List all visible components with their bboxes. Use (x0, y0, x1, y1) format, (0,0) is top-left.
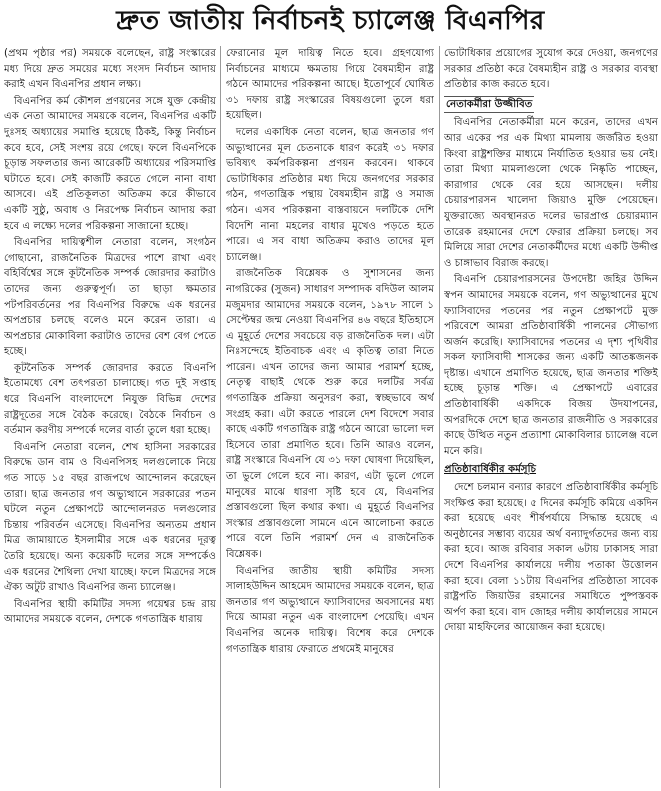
article-paragraph: বিএনপির স্থায়ী কমিটির সদস্য গয়েশ্বর চন্দ্র রায় আমাদের সময়কে বলেন, দেশকে গণতান্ত্রিক ধারায় (4, 598, 216, 626)
article-column-2 (226, 46, 434, 788)
article-paragraph: দলের একাধিক নেতা বলেন, ছাত্র জনতার গণ অভ্যুত্থানের মূল চেতনাকে ধারণ করেই ৩১ দফার ভবিষ্যৎ কর্মপরিকল্পনা প্রণয়ন করবেন। থাকবে ভোটাধিকার প্রতিষ্ঠার মধ্য দিয়ে জনগণের সরকার গঠন, গণতান্ত্রিক পন্থায় বৈষম্যহীন রাষ্ট্র ও সমাজ গঠন। এসব পরিকল্পনা বাস্তবায়নে দলটিকে দেশি বিদেশি নানা মহলের বাধার মুখেও পড়তে হতে পারে। এ সব বাধা অতিক্রম করাও তাদের মূল চ্যালেঞ্জ। (226, 126, 434, 263)
article-paragraph: বিএনপির জাতীয় স্থায়ী কমিটির সদস্য সালাহউদ্দিন আহমেদ আমাদের সময়কে বলেন, ছাত্র জনতার গণ অভ্যুত্থানে ফ্যাসিবাদের অবসানের মধ্য দিয়ে আমরা নতুন এক বাংলাদেশ পেয়েছি। এখন বিএনপির অনেক দায়িত্ব। বিশেষ করে দেশকে গণতান্ত্রিক ধারায় ফেরাতে প্রথমেই মানুষের (226, 565, 434, 655)
article-column-3 (444, 46, 658, 788)
article-column-1 (4, 46, 216, 788)
subheading: নেতাকর্মীরা উজ্জীবিত (444, 96, 534, 114)
article-paragraph (4, 46, 216, 93)
article-paragraph: ফেরানোর মূল দায়িত্ব নিতে হবে। গ্রহণযোগ্য নির্বাচনের মাধ্যমে ক্ষমতায় গিয়ে বৈষম্যহীন রাষ্ট্র গঠনে আমাদের পরিকল্পনা আছে। ইতোপূর্বে ঘোষিত ৩১ দফায় রাষ্ট্র সংস্কারের বিষয়গুলো তুলে ধরা হয়েছিল। (226, 48, 434, 122)
article-paragraph: রাজনৈতিক বিশ্লেষক ও সুশাসনের জন্য নাগরিকের (সুজন) সাধারণ সম্পাদক বদিউল আলম মজুমদার আমাদের সময়কে বলেন, ১৯৭৮ সালে ১ সেপ্টেম্বর জন্ম নেওয়া বিএনপির ৪৬ বছরে ইতিহাসে এ মুহূর্তে দেশের সবচেয়ে বড় রাজনৈতিক দল। এটা নিঃসন্দেহে ইতিবাচক এবং এ কৃতিত্ব তারা নিতে পারেন। এখন তাদের জন্য আমার পরামর্শ হচ্ছে, নেতৃত্ব বাছাই থেকে শুরু করে দলটির সর্বত্র গণতান্ত্রিক প্রক্রিয়া অনুসরণ করা, স্বচ্ছভাবে অর্থ সংগ্রহ করা। এটা করতে পারলে দেশ বিদেশে সবার কাছে একটি গণতান্ত্রিক রাষ্ট্র গঠনে আরো ভালো দল হিসেবে তারা প্রমাণিত হবে। তিনি আরও বলেন, রাষ্ট্র সংস্কারে বিএনপি যে ৩১ দফা ঘোষণা দিয়েছিল, তা ভুলে গেলে হবে না। কারণ, এটা ভুলে গেলে মানুষের মাঝে ধারণা সৃষ্টি হবে যে, বিএনপির প্রস্তাবগুলো ছিল কথার কথা। এ মুহূর্তে বিএনপির সংস্কার প্রস্তাবগুলো সামনে এনে আলোচনা করতে পারে বলে তিনি পরামর্শ দেন এ রাজনৈতিক বিশ্লেষক। (226, 268, 434, 560)
article-paragraph: দেশে চলমান বন্যার কারণে প্রতিষ্ঠাবার্ষিকীর কর্মসূচি সংক্ষিপ্ত করা হয়েছে। ৫ দিনের কর্মসূচি কমিয়ে একদিন করা হয়েছে এবং শীর্ষপর্যায়ে সিদ্ধান্ত হয়েছে এ অনুষ্ঠানের সম্ভাব্য ব্যয়ের অর্থ বন্যাদুর্গতদের জন্য ব্যয় করা হবে। আজ রবিবার সকাল ৬টায় ঢাকাসহ সারা দেশে বিএনপির কার্যালয়ে দলীয় পতাকা উত্তোলন করা হবে। বেলা ১১টায় বিএনপির প্রতিষ্ঠাতা সাবেক রাষ্ট্রপতি জিয়াউর রহমানের সমাধিতে পুষ্পস্তবক অর্পণ করা হবে। বাদ জোহর দলীয় কার্যালয়ের সামনে দোয়া মাহফিলের আয়োজন করা হয়েছে। (444, 482, 658, 634)
subheading: প্রতিষ্ঠাবার্ষিকীর কর্মসূচি (444, 464, 537, 476)
column-divider (220, 46, 221, 788)
paragraph-text: সময়কে বলেছেন, রাষ্ট্র সংস্কারের মধ্য দিয়ে দ্রুত সময়ের মধ্যে সংসদ নির্বাচন আদায় করাই এখন বিএনপির প্রধান লক্ষ্য। (4, 48, 216, 91)
article-paragraph: ভোটাধিকার প্রয়োগের সুযোগ করে দেওয়া, জনগণের সরকার প্রতিষ্ঠা করে বৈষম্যহীন রাষ্ট্র ও সরকার ব্যবস্থা প্রতিষ্ঠার কাজ করতে হবে। (444, 48, 658, 91)
continuation-marker: (প্রথম পৃষ্ঠার পর) (4, 48, 77, 59)
headline: দ্রুত জাতীয় নির্বাচনই চ্যালেঞ্জ বিএনপির (116, 6, 545, 36)
article-paragraph: বিএনপি নেতারা বলেন, শেখ হাসিনা সরকারের বিরুদ্ধে ডান বাম ও বিএনপিসহ দলগুলোকে নিয়ে গত সাড়ে ১৫ বছর রাজপথে আন্দোলন করেছেন তারা। ছাত্র জনতার গণ অভ্যুত্থানে সরকারের পতন ঘটলে নতুন প্রেক্ষাপটে আন্দোলনরত দলগুলোর চিন্তায় পরিবর্তন এসেছে। বিএনপির অন্যতম প্রধান মিত্র জামায়াতে ইসলামীর সঙ্গে এক ধরনের দূরত্ব তৈরি হয়েছে। অন্য কয়েকটি দলের সঙ্গে সম্পর্কেও এক ধরনের শৈথিল্য দেখা যাচ্ছে। ফলে মিত্রদের সঙ্গে ঐক্য অটুট রাখাও বিএনপির জন্য চ্যালেঞ্জ। (4, 441, 216, 594)
article-paragraph: কূটনৈতিক সম্পর্ক জোরদার করতে বিএনপি ইতোমধ্যে বেশ তৎপরতা চালাচ্ছে। গত দুই সপ্তাহ ধরে বিএনপি বাংলাদেশে নিযুক্ত বিভিন্ন দেশের রাষ্ট্রদূতের সঙ্গে বৈঠক করেছে। বৈঠকে নির্বাচন ও বর্তমান করণীয় সম্পর্কে দলের বার্তা তুলে ধরা হচ্ছে। (4, 362, 216, 437)
article-paragraph: বিএনপির নেতাকর্মীরা মনে করেন, তাদের এখন আর একের পর এক মিথ্যা মামলায় জর্জরিত হওয়া কিংবা রাষ্ট্রশক্তির মাধ্যমে নির্যাতিত হওয়ার ভয় নেই। তারা মিথ্যা মামলাগুলো থেকে নিষ্কৃতি পাচ্ছেন, কারাগার থেকে বের হয়ে আসছেন। দলীয় চেয়ারপারসন খালেদা জিয়াও মুক্তি পেয়েছেন। যুক্তরাজ্যে অবস্থানরত দলের ভারপ্রাপ্ত চেয়ারম্যান তারেক রহমানের দেশে ফেরার প্রক্রিয়া চলছে। সব মিলিয়ে সারা দেশের নেতাকর্মীদের মধ্যে একটি উদ্দীপ্ত ও চাঙ্গাভাব বিরাজ করছে। (444, 117, 658, 269)
column-divider (439, 46, 440, 788)
article-paragraph: বিএনপি চেয়ারপারসনের উপদেষ্টা জহির উদ্দিন স্বপন আমাদের সময়কে বলেন, গণ অভ্যুত্থানের মুখে ফ্যাসিবাদের পতনের পর নতুন প্রেক্ষাপটে মুক্ত পরিবেশে আমরা প্রতিষ্ঠাবার্ষিকী পালনের সৌভাগ্য অর্জন করেছি। ফ্যাসিবাদের পতনের এ দৃশ্য পৃথিবীর সকল ফ্যাসিবাদী শাসকের জন্য একটি আতঙ্কজনক দৃষ্টান্ত। এখানে প্রমাণিত হয়েছে, ছাত্র জনতার শক্তিই হচ্ছে চূড়ান্ত শক্তি। এ প্রেক্ষাপটে এবারের প্রতিষ্ঠাবার্ষিকী একদিকে বিজয় উদযাপনের, অপরদিকে দেশে ছাত্র জনতার রাজনীতি ও সরকারের কাছে উত্থিত নতুন প্রত্যাশা মোকাবিলার চ্যালেঞ্জ বলে মনে করি। (444, 274, 658, 457)
article-paragraph: বিএনপির কর্ম কৌশল প্রণয়নের সঙ্গে যুক্ত কেন্দ্রীয় এক নেতা আমাদের সময়কে বলেন, বিএনপির একটি দুঃসহ অধ্যায়ের সমাপ্তি হয়েছে ঠিকই, কিন্তু নির্বাচন কবে হবে, সেই সংশয় রয়ে গেছে। ফলে বিএনপিকে চূড়ান্ত সফলতার জন্য আরেকটি অধ্যায়ের পরিসমাপ্তি ঘটাতে হবে। সেই কাজটি করতে গেলে নানা বাধা আসবে। এই প্রতিকূলতা অতিক্রম করে কীভাবে একটি সুষ্ঠু, অবাধ ও নিরপেক্ষ নির্বাচন আদায় করা হবে এ লক্ষ্যে দলের পরিকল্পনা সাজানো হচ্ছে। (4, 95, 216, 232)
article-paragraph: বিএনপির দায়িত্বশীল নেতারা বলেন, সংগঠন গোছানো, রাজনৈতিক মিত্রদের পাশে রাখা এবং বহির্বিশ্বের সঙ্গে কূটনৈতিক সম্পর্ক জোরদার করাটাও তাদের জন্য গুরুত্বপূর্ণ। তা ছাড়া ক্ষমতার পটপরিবর্তনের পর বিএনপির বিরুদ্ধে এক ধরনের অপপ্রচার চলছে বলেও মনে করেন তারা। এ অপপ্রচার মোকাবিলা করাটাও তাদের বেশ বেগ পেতে হচ্ছে। (4, 237, 216, 358)
